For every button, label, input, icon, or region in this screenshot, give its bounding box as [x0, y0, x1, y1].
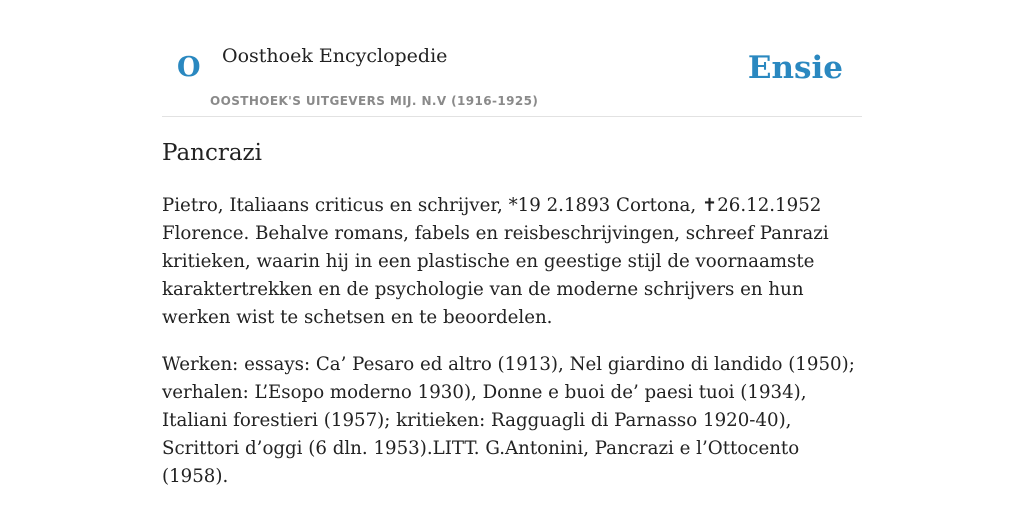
article-paragraph: Pietro, Italiaans criticus en schrijver, *19 2.1893 Cortona, ✝26.12.1952 Florence. Behalve romans, fabels en reisbeschrijvingen, schreef Panrazi kritieken, waarin hij in een plastische en geestige stijl de voornaamste karaktertrekken en de psychologie van de moderne schrijvers en hun werken wist te schetsen en te beoordelen. — [162, 195, 829, 328]
publication-header — [162, 0, 862, 117]
article-body — [162, 192, 862, 510]
publication-logo[interactable]: O — [177, 52, 201, 83]
article-paragraph: Werken: essays: Ca’ Pesaro ed altro (1913), Nel giardino di landido (1950); verhalen: L’Esopo moderno 1930), Donne e buoi de’ paesi tuoi (1934), Italiani forestieri (1957); kritieken: Ragguagli di Parnasso 1920-40), Scrittori d’oggi (6 dln. 1953).LITT. G.Antonini, Pancrazi e l’Ottocento (1958). — [162, 354, 855, 487]
publication-meta: OOSTHOEK'S UITGEVERS MIJ. N.V (1916-1925) — [210, 94, 539, 108]
publication-title[interactable]: Oosthoek Encyclopedie — [222, 45, 448, 67]
article-title: Pancrazi — [162, 140, 263, 166]
page-container — [162, 0, 862, 487]
brand-logo[interactable]: Ensie — [747, 50, 843, 86]
